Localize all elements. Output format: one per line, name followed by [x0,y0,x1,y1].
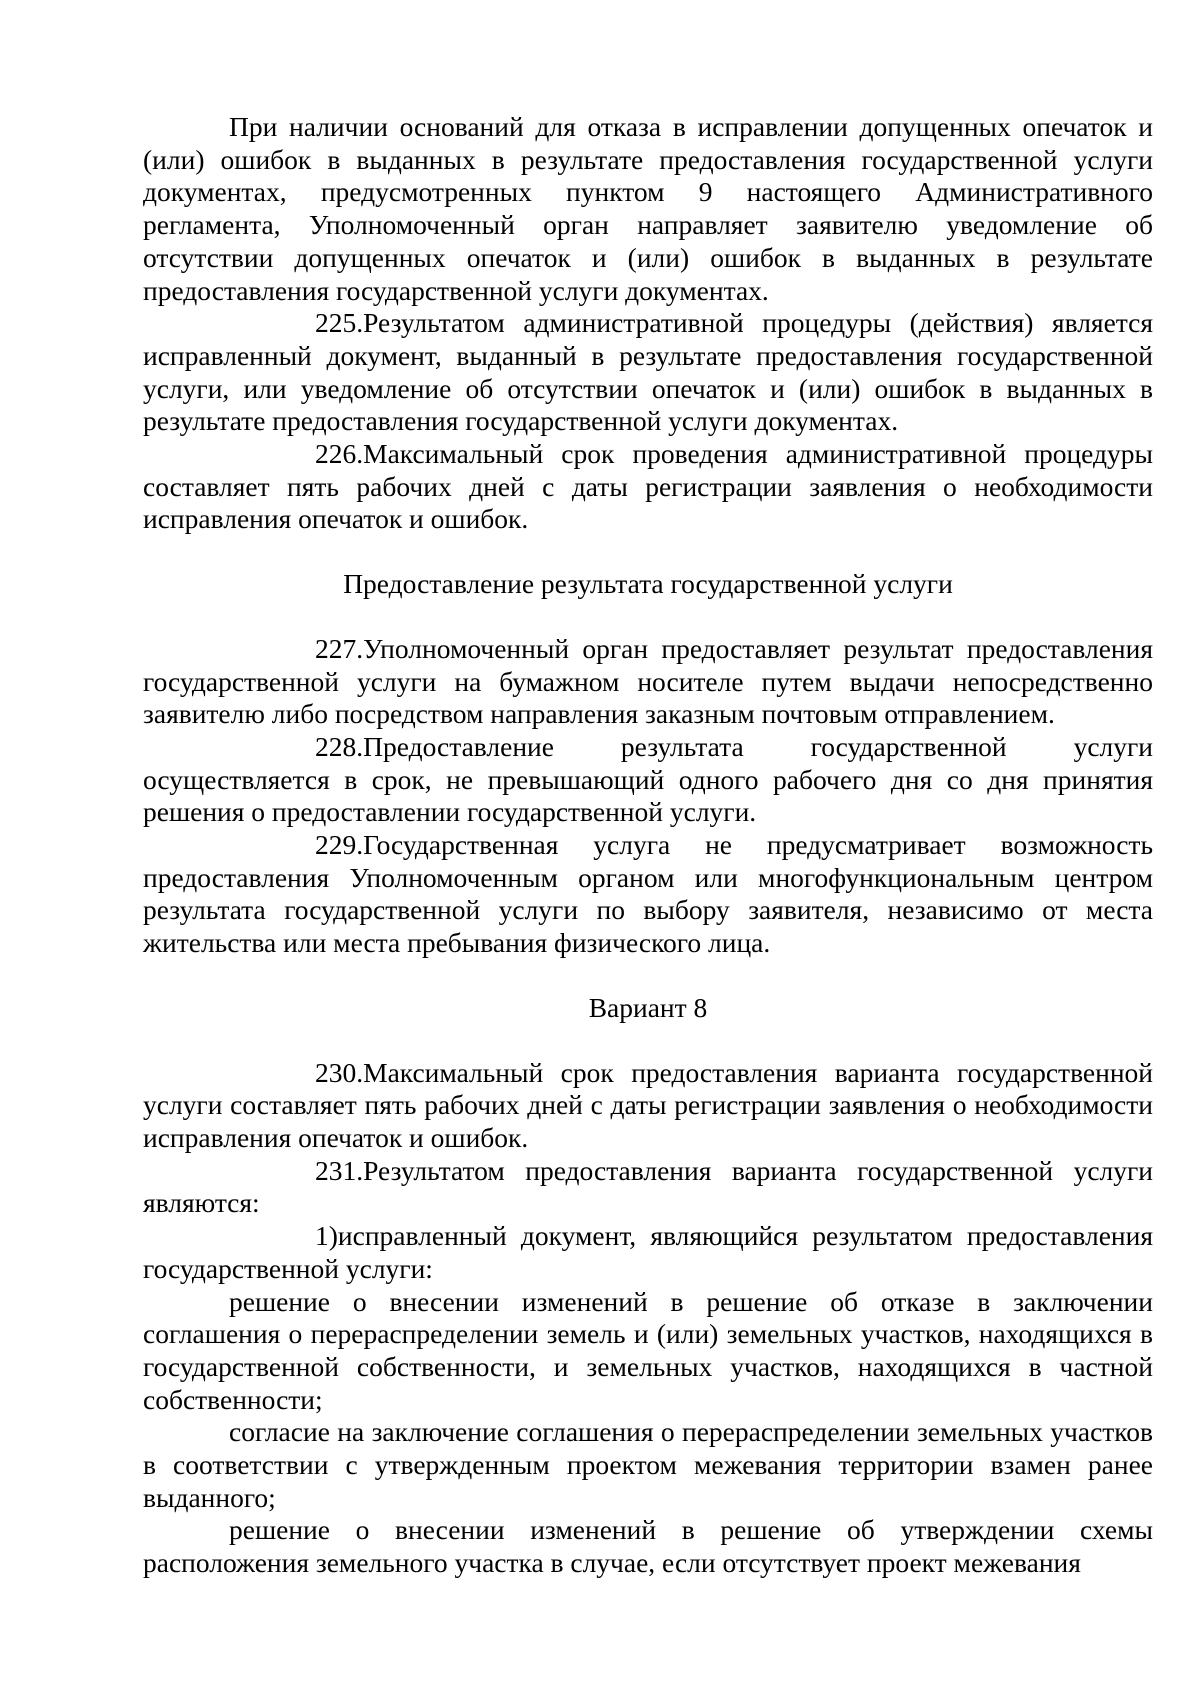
list-item-decision-scheme-change [143,1514,1153,1579]
section-heading-result-delivery: Предоставление результата государственной услуги [343,568,953,600]
paragraph-text: решение о внесении изменений в решение об утверждении схемы расположения земельного участка в случае, если отсутствует проект межевания [143,1514,1153,1579]
paragraph-number: 227. [315,632,364,664]
paragraph-text: Максимальный срок проведения административной процедуры составляет пять рабочих дней с даты регистрации заявления о необходимости исправления опечаток и ошибок. [143,438,1153,535]
paragraph-text: Результатом административной процедуры (действия) является исправленный документ, выданный в результате предоставления государственной услуги, или уведомление об отсутствии опечаток и (или) ошибок в выданных в результате предоставления государственной услуги документах. [143,307,1153,437]
document-page [143,111,1153,1580]
paragraph-number: 231. [315,1154,364,1186]
paragraph-number: 230. [315,1056,364,1088]
paragraph-text: Максимальный срок предоставления варианта государственной услуги составляет пять рабочих дней с даты регистрации заявления о необходимости исправления опечаток и ошибок. [143,1056,1153,1153]
section-heading-variant-8: Вариант 8 [588,991,708,1023]
paragraph-230 [143,1057,1153,1155]
paragraph-text: Государственная услуга не предусматривает возможность предоставления Уполномоченным органом или многофункциональным центром результата государственной услуги по выбору заявителя, независимо от места жительства или места пребывания физического лица. [143,829,1153,959]
paragraph-refusal-notice [143,111,1153,307]
paragraph-number: 226. [315,438,364,470]
list-item-consent-agreement [143,1416,1153,1514]
paragraph-text: решение о внесении изменений в решение об отказе в заключении соглашения о перераспределении земель и (или) земельных участков, находящихся в государственной собственности, и земельных участков, находящихся в частной собственности; [143,1285,1153,1415]
paragraph-text: При наличии оснований для отказа в исправлении допущенных опечаток и (или) ошибок в выданных в результате предоставления государственной услуги документах, предусмотренных пунктом 9 настоящего Административного регламента, Уполномоченный орган направляет заявителю уведомление об отсутствии допущенных опечаток и (или) ошибок в выданных в результате предоставления государственной услуги документах. [143,111,1153,306]
paragraph-text: Результатом предоставления варианта государственной услуги являются: [143,1154,1153,1219]
paragraph-text: согласие на заключение соглашения о перераспределении земельных участков в соответствии с утвержденным проектом межевания территории взамен ранее выданного; [143,1416,1153,1513]
paragraph-225 [143,307,1153,438]
paragraph-229 [143,829,1153,960]
subparagraph-1 [143,1220,1153,1285]
paragraph-text: исправленный документ, являющийся результатом предоставления государственной услуги: [143,1220,1153,1284]
paragraph-number: 228. [315,730,364,762]
paragraph-228 [143,731,1153,829]
list-item-decision-refusal-change [143,1286,1153,1417]
paragraph-number: 225. [315,307,364,339]
paragraph-226 [143,438,1153,536]
paragraph-text: Уполномоченный орган предоставляет результат предоставления государственной услуги на бумажном носителе путем выдачи непосредственно заявителю либо посредством направления заказным почтовым отправлением. [143,632,1153,730]
paragraph-227 [143,633,1153,731]
subparagraph-number: 1) [315,1220,338,1252]
paragraph-number: 229. [315,829,364,861]
paragraph-text: Предоставление результата государственной услуги осуществляется в срок, не превышающий одного рабочего дня со дня принятия решения о предоставлении государственной услуги. [143,730,1153,828]
paragraph-231 [143,1155,1153,1220]
